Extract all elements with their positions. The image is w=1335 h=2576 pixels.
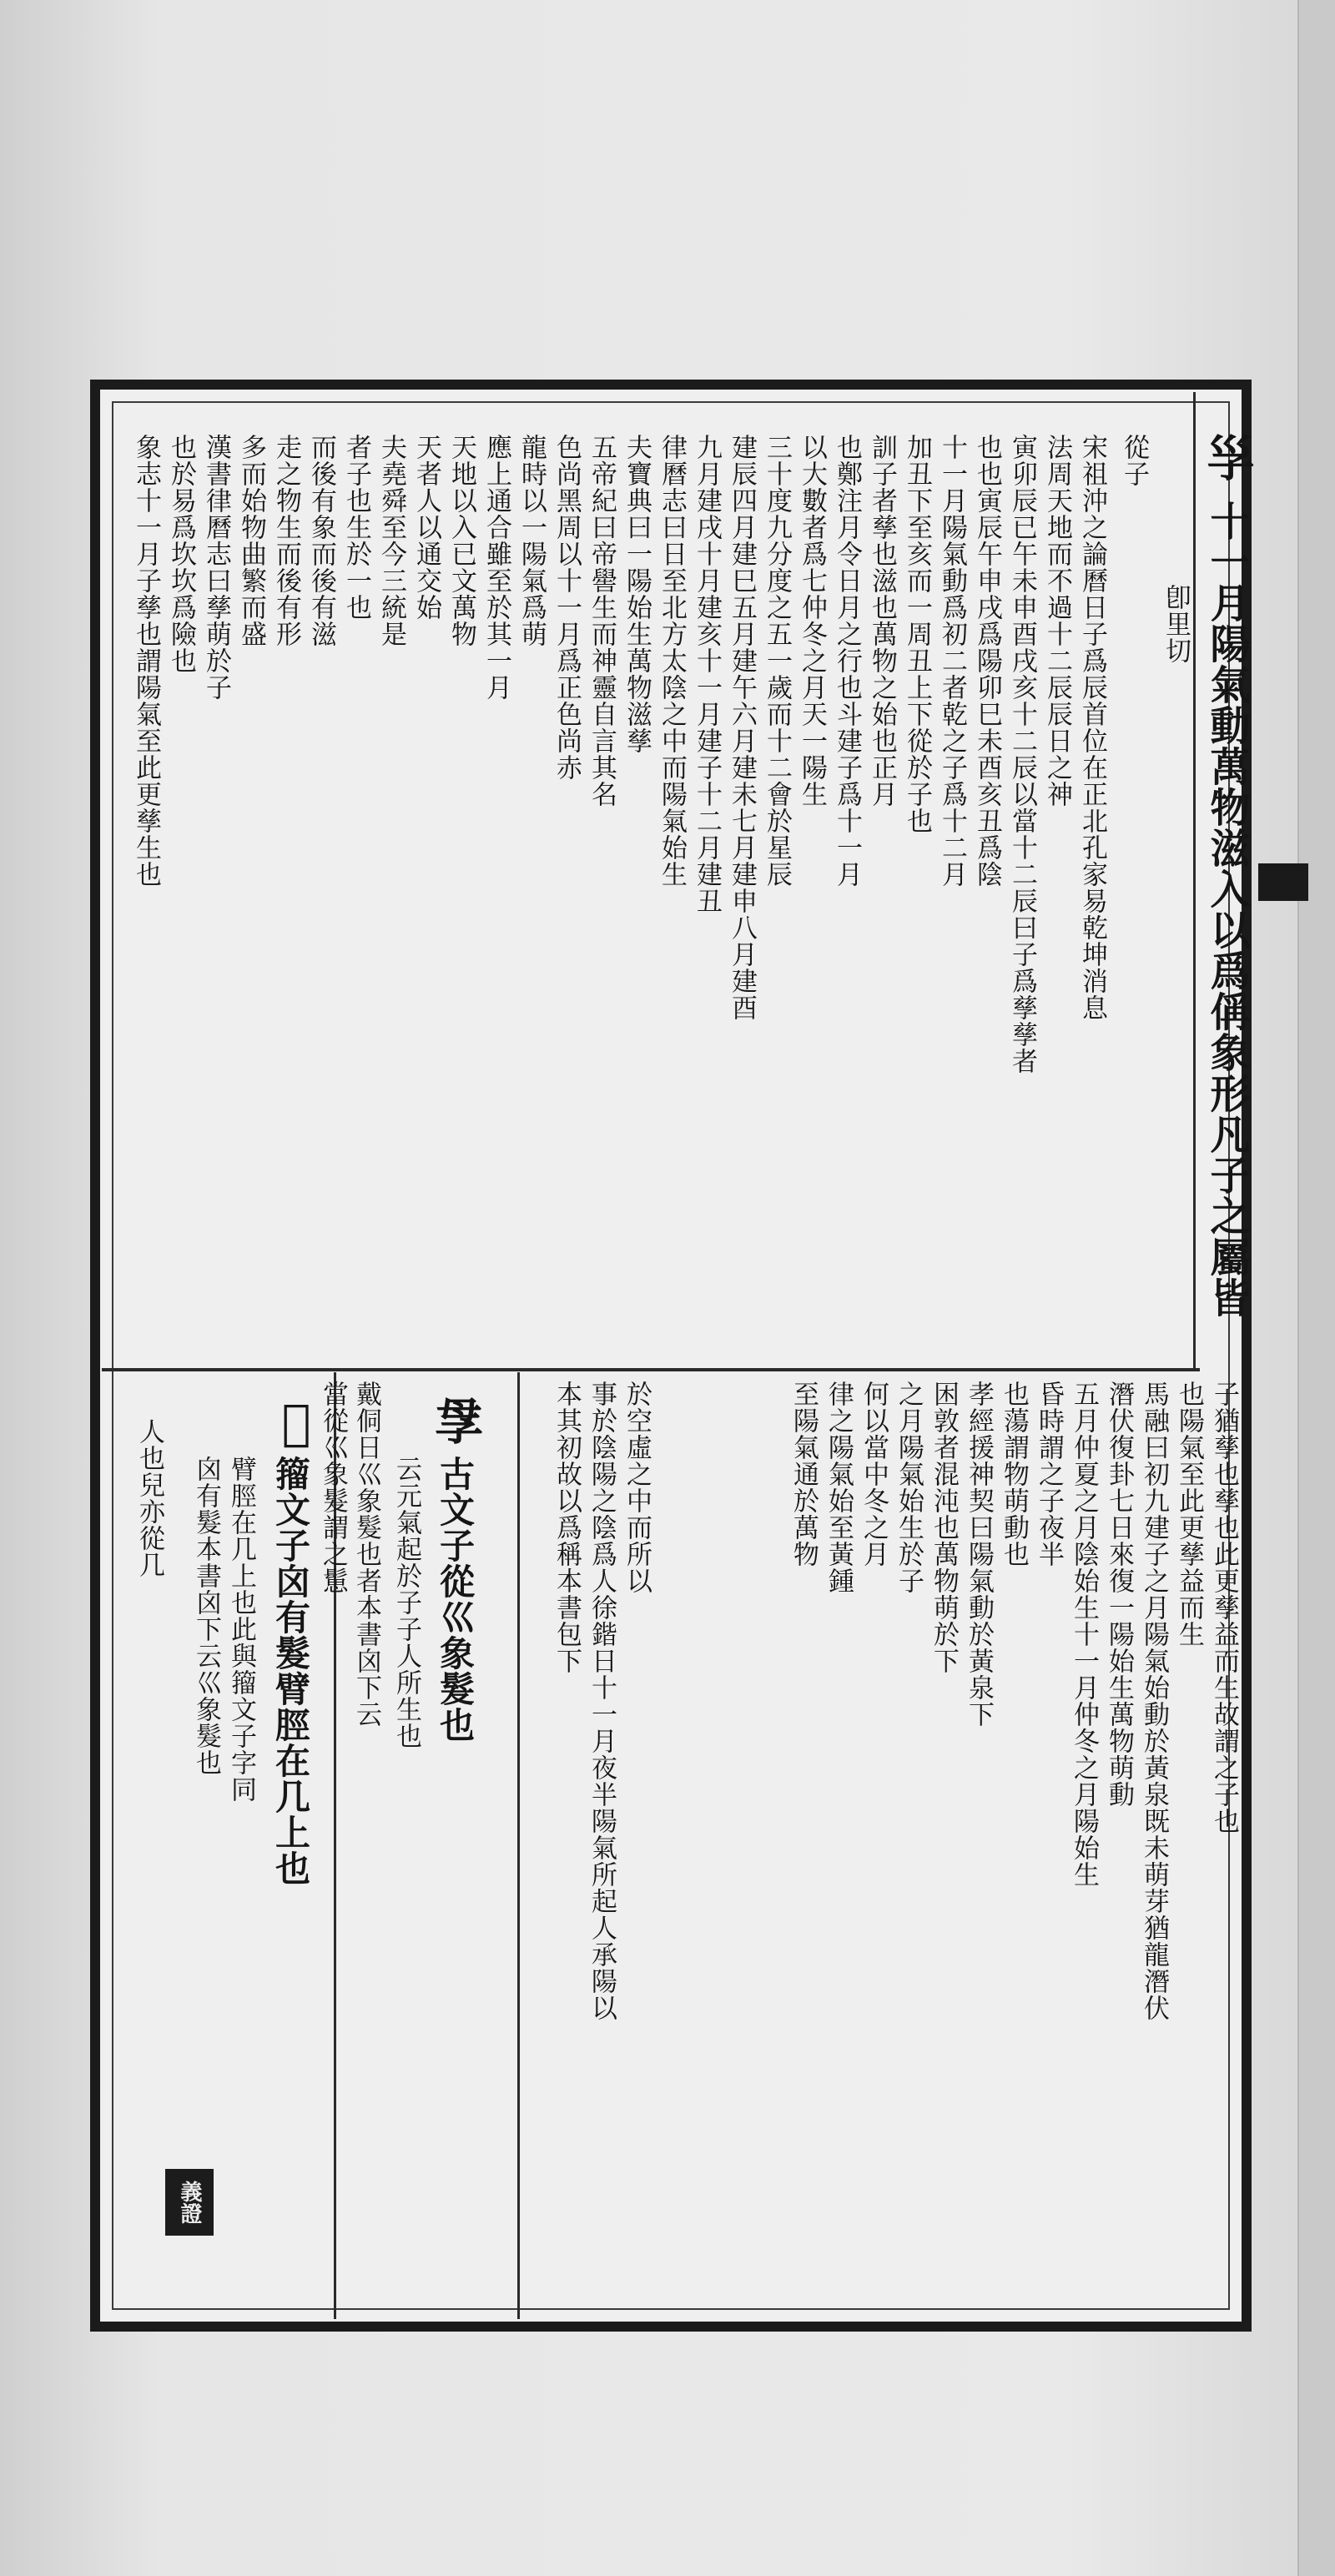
commentary-column: 至陽氣通於萬物 — [788, 1381, 819, 1567]
commentary-column: 五月仲夏之月陰始生十一月仲冬之月陽始生 — [1069, 1381, 1099, 1888]
commentary-column: 人也兒亦從几 — [134, 1418, 164, 1578]
commentary-column: 三十度九分度之五一歲而十二會於星辰 — [762, 434, 792, 888]
seal-glyph-guwen: 𡥘 — [434, 1394, 483, 1451]
commentary-column: 律之陽氣始至黃鍾 — [824, 1381, 854, 1594]
commentary-column: 囟有髮本書囟下云巛象髮也 — [191, 1456, 221, 1776]
commentary-column: 以大數者爲七仲冬之月天一陽生 — [797, 434, 827, 808]
commentary-column: 龍時以一陽氣爲萌 — [516, 434, 547, 647]
commentary-column: 夫寶典曰一陽始生萬物滋孳 — [622, 434, 652, 754]
page-tab-marker — [1258, 863, 1308, 901]
commentary-column: 加丑下至亥而一周丑上下從於子也 — [902, 434, 932, 834]
commentary-column: 夫堯舜至今三統是 — [376, 434, 406, 647]
guwen-heading: 古文子從巛象髮也 — [435, 1456, 476, 1743]
main-heading: 十一月陽氣動萬物滋入以爲偁象形凡子之屬皆 — [1203, 501, 1250, 1318]
seal-glyph-main: 㜽 — [1206, 430, 1255, 487]
commentary-column: 十一月陽氣動爲初二者乾之子爲十二月 — [937, 434, 967, 888]
commentary-column: 天地以入已文萬物 — [446, 434, 476, 647]
commentary-column: 當從巛象髮謂之䰄 — [318, 1381, 348, 1594]
lower-column-rule — [517, 1372, 520, 2319]
commentary-column: 也蕩謂物萌動也 — [999, 1381, 1029, 1567]
commentary-column: 孝經援神契曰陽氣動於黃泉下 — [964, 1381, 994, 1728]
commentary-column: 宋祖沖之論曆日子爲辰首位在正北孔家易乾坤消息 — [1077, 434, 1107, 1021]
commentary-column: 馬融曰初九建子之月陽氣始動於黃泉既未萌芽猶龍潛伏 — [1139, 1381, 1169, 2021]
seal-glyph-zhouwen: 𡥦 — [281, 1394, 311, 1451]
commentary-column: 走之物生而後有形 — [271, 434, 301, 647]
zhouwen-heading: 籀文子囟有髮臂脛在几上也 — [270, 1456, 311, 1886]
commentary-column: 而後有象而後有滋 — [306, 434, 336, 647]
commentary-column: 象志十一月子孳也謂陽氣至此更孳生也 — [131, 434, 161, 888]
commentary-column: 云元氣起於子子人所生也 — [391, 1456, 421, 1749]
commentary-column: 臂脛在几上也此與籀文子字同 — [226, 1456, 256, 1803]
commentary-column: 子猶孳也孳也此更孳益而生故謂之子也 — [1209, 1381, 1239, 1834]
commentary-column: 戴侗日巛象髮也者本書囟下云 — [351, 1381, 381, 1728]
commentary-column: 之月陽氣始生於子 — [894, 1381, 924, 1594]
pronunciation: 卽里切 — [1161, 584, 1191, 664]
commentary-column: 也鄭注月令日月之行也斗建子爲十一月 — [832, 434, 862, 888]
commentary-column: 漢書律曆志曰孳萌於子 — [201, 434, 231, 701]
commentary-column: 訓子者孳也滋也萬物之始也正月 — [867, 434, 897, 808]
commentary-column: 天者人以通交始 — [411, 434, 441, 621]
commentary-column: 多而始物曲繁而盛 — [236, 434, 266, 647]
commentary-column: 者子也生於一也 — [341, 434, 371, 621]
commentary-column: 寅卯辰已午未申酉戌亥十二辰以當十二辰曰子爲孳孳者 — [1007, 434, 1037, 1074]
commentary-column: 律曆志曰日至北方太陰之中而陽氣始生 — [657, 434, 687, 888]
commentary-column: 法周天地而不過十二辰辰日之神 — [1042, 434, 1072, 808]
commentary-column: 應上通合雖至於其一月 — [481, 434, 511, 701]
commentary-column: 也於易爲坎坎爲險也 — [166, 434, 196, 674]
yizheng-badge: 義證 — [165, 2169, 214, 2236]
commentary-column: 何以當中冬之月 — [859, 1381, 889, 1567]
commentary-column: 於空虛之中而所以 — [622, 1381, 652, 1594]
section-divider — [102, 1368, 1200, 1371]
commentary-column: 建辰四月建巳五月建午六月建未七月建申八月建酉 — [727, 434, 757, 1021]
commentary-column: 色尚黑周以十一月爲正色尚赤 — [552, 434, 582, 781]
heading-column-rule — [1193, 392, 1196, 1368]
commentary-column: 本其初故以爲稱本書包下 — [552, 1381, 582, 1674]
commentary-column: 九月建戌十月建亥十一月建子十二月建丑 — [692, 434, 722, 914]
binding-gutter — [1297, 0, 1335, 2576]
commentary-column: 昏時謂之子夜半 — [1034, 1381, 1064, 1567]
commentary-column: 事於陰陽之陰爲人徐鍇日十一月夜半陽氣所起人承陽以 — [587, 1381, 617, 2021]
commentary-column: 從子 — [1119, 434, 1149, 487]
commentary-column: 困敦者混沌也萬物萌於下 — [929, 1381, 959, 1674]
commentary-column: 也陽氣至此更孳益而生 — [1174, 1381, 1204, 1648]
commentary-column: 五帝紀曰帝嚳生而神靈自言其名 — [587, 434, 617, 808]
commentary-column: 也也寅辰午申戌爲陽卯巳未酉亥丑爲陰 — [972, 434, 1002, 888]
commentary-column: 潛伏復卦七日來復一陽始生萬物萌動 — [1104, 1381, 1134, 1808]
